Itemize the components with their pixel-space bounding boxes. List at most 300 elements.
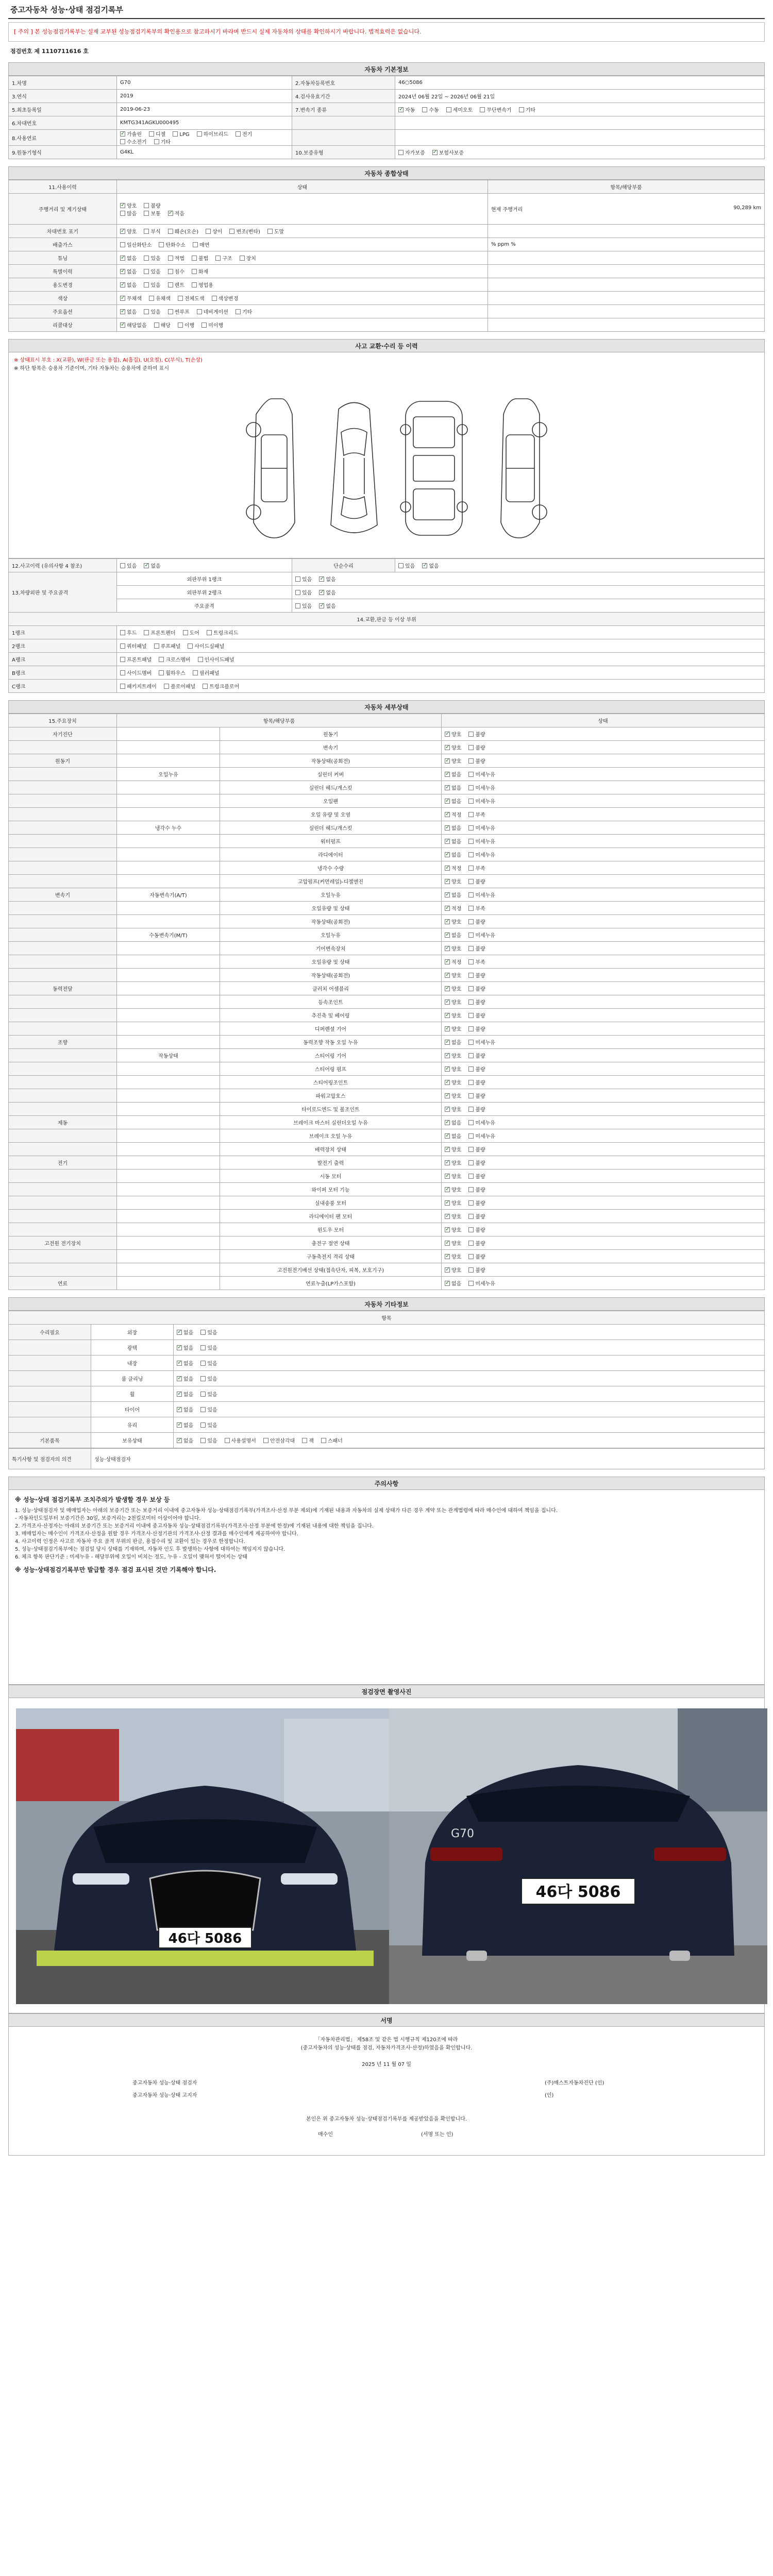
checkbox-icon[interactable] (168, 282, 173, 287)
checkbox-icon[interactable] (468, 986, 474, 991)
checkbox-icon[interactable] (445, 1267, 450, 1273)
general-option[interactable] (192, 256, 208, 262)
checkbox-icon[interactable] (445, 1066, 450, 1072)
panel-option[interactable] (319, 577, 335, 583)
fuel-option[interactable] (149, 132, 165, 138)
state-option-alt[interactable] (468, 799, 495, 805)
general-option[interactable] (267, 229, 284, 235)
general-option[interactable] (168, 269, 184, 275)
repair-option[interactable] (422, 564, 439, 569)
checkbox-icon[interactable] (236, 131, 241, 137)
checkbox-icon[interactable] (445, 1080, 450, 1085)
checkbox-icon[interactable] (168, 229, 173, 234)
checkbox-icon[interactable] (295, 603, 300, 608)
checkbox-icon[interactable] (120, 139, 125, 144)
checkbox-icon[interactable] (120, 643, 125, 649)
state-option[interactable] (445, 1214, 461, 1220)
general-option[interactable] (144, 256, 160, 262)
checkbox-icon[interactable] (398, 107, 404, 112)
checkbox-icon[interactable] (225, 1438, 230, 1443)
state-option-alt[interactable] (468, 839, 495, 845)
checkbox-icon[interactable] (445, 785, 450, 790)
checkbox-icon[interactable] (144, 211, 149, 216)
state-option-alt[interactable] (468, 893, 495, 899)
checkbox-icon[interactable] (203, 684, 208, 689)
checkbox-icon[interactable] (445, 1053, 450, 1058)
state-option[interactable] (445, 745, 461, 751)
state-option[interactable] (445, 1241, 461, 1247)
general-option[interactable] (212, 296, 239, 302)
checkbox-icon[interactable] (468, 973, 474, 978)
state-option-alt[interactable] (468, 759, 485, 765)
state-option[interactable] (445, 1121, 461, 1126)
checkbox-icon[interactable] (192, 282, 197, 287)
general-option[interactable] (154, 323, 171, 329)
part-option[interactable] (120, 671, 152, 676)
checkbox-icon[interactable] (445, 732, 450, 737)
checkbox-icon[interactable] (120, 630, 125, 635)
checkbox-icon[interactable] (468, 906, 474, 911)
state-option[interactable] (445, 1281, 461, 1287)
checkbox-icon[interactable] (468, 892, 474, 897)
checkbox-icon[interactable] (193, 670, 198, 675)
checkbox-icon[interactable] (468, 1254, 474, 1259)
checkbox-icon[interactable] (183, 630, 188, 635)
checkbox-icon[interactable] (149, 131, 154, 137)
state-option-alt[interactable] (468, 1027, 485, 1032)
general-option[interactable] (206, 229, 222, 235)
checkbox-icon[interactable] (468, 879, 474, 884)
general-option[interactable] (192, 283, 213, 289)
checkbox-icon[interactable] (178, 296, 183, 301)
checkbox-icon[interactable] (159, 657, 164, 662)
panel-option[interactable] (295, 590, 312, 596)
state-option-alt[interactable] (468, 1161, 485, 1166)
general-option[interactable] (197, 310, 228, 315)
part-option[interactable] (120, 631, 137, 636)
other-option[interactable] (200, 1377, 217, 1382)
state-option-alt[interactable] (468, 973, 485, 979)
other-option[interactable] (200, 1330, 217, 1336)
general-option[interactable] (159, 243, 186, 248)
checkbox-icon[interactable] (445, 906, 450, 911)
state-option[interactable] (445, 1174, 461, 1180)
checkbox-icon[interactable] (200, 1407, 206, 1412)
checkbox-icon[interactable] (168, 269, 173, 274)
part-option[interactable] (120, 684, 157, 690)
state-option-alt[interactable] (468, 1255, 485, 1260)
checkbox-icon[interactable] (445, 973, 450, 978)
checkbox-icon[interactable] (445, 1040, 450, 1045)
checkbox-icon[interactable] (468, 933, 474, 938)
checkbox-icon[interactable] (215, 256, 221, 261)
checkbox-icon[interactable] (445, 1160, 450, 1165)
checkbox-icon[interactable] (159, 242, 164, 247)
fuel-option[interactable] (120, 132, 142, 138)
checkbox-icon[interactable] (177, 1330, 182, 1335)
state-option[interactable] (445, 786, 461, 791)
fuel-option[interactable] (173, 132, 189, 138)
checkbox-icon[interactable] (263, 1438, 268, 1443)
other-option[interactable] (200, 1408, 217, 1413)
panel-option[interactable] (319, 604, 335, 609)
state-option-alt[interactable] (468, 1188, 485, 1193)
checkbox-icon[interactable] (468, 959, 474, 964)
state-option-alt[interactable] (468, 1107, 485, 1113)
state-option-alt[interactable] (468, 946, 485, 952)
other-option[interactable] (200, 1423, 217, 1429)
checkbox-icon[interactable] (468, 1013, 474, 1018)
general-option[interactable] (149, 296, 171, 302)
state-option[interactable] (445, 1107, 461, 1113)
checkbox-icon[interactable] (200, 1392, 206, 1397)
state-option-alt[interactable] (468, 745, 485, 751)
state-option-alt[interactable] (468, 1080, 485, 1086)
general-option[interactable] (144, 269, 160, 275)
warranty-option[interactable] (432, 150, 464, 156)
checkbox-icon[interactable] (445, 946, 450, 951)
state-option-alt[interactable] (468, 866, 485, 872)
mileage-option[interactable] (120, 204, 137, 209)
state-option[interactable] (445, 906, 461, 912)
state-option-alt[interactable] (468, 1094, 485, 1099)
checkbox-icon[interactable] (480, 107, 485, 112)
part-option[interactable] (193, 671, 220, 676)
state-option[interactable] (445, 1080, 461, 1086)
general-option[interactable] (144, 229, 160, 235)
checkbox-icon[interactable] (445, 866, 450, 871)
state-option[interactable] (445, 973, 461, 979)
general-option[interactable] (178, 296, 205, 302)
checkbox-icon[interactable] (445, 933, 450, 938)
state-option[interactable] (445, 826, 461, 832)
checkbox-icon[interactable] (197, 131, 202, 137)
checkbox-icon[interactable] (432, 150, 438, 155)
other-option[interactable] (177, 1423, 193, 1429)
checkbox-icon[interactable] (144, 229, 149, 234)
checkbox-icon[interactable] (319, 603, 324, 608)
state-option[interactable] (445, 1134, 461, 1140)
checkbox-icon[interactable] (445, 799, 450, 804)
checkbox-icon[interactable] (164, 684, 169, 689)
checkbox-icon[interactable] (120, 269, 125, 274)
checkbox-icon[interactable] (445, 1241, 450, 1246)
mileage-level-option[interactable] (144, 211, 160, 217)
checkbox-icon[interactable] (144, 256, 149, 261)
state-option[interactable] (445, 732, 461, 738)
checkbox-icon[interactable] (468, 1147, 474, 1152)
checkbox-icon[interactable] (445, 1214, 450, 1219)
state-option-alt[interactable] (468, 1214, 485, 1220)
checkbox-icon[interactable] (468, 772, 474, 777)
checkbox-icon[interactable] (445, 1120, 450, 1125)
other-option[interactable] (200, 1392, 217, 1398)
state-option-alt[interactable] (468, 1067, 485, 1073)
warranty-option[interactable] (398, 150, 425, 156)
checkbox-icon[interactable] (177, 1407, 182, 1412)
fuel-option[interactable] (154, 140, 171, 145)
checkbox-icon[interactable] (468, 1107, 474, 1112)
fuel-option[interactable] (120, 140, 147, 145)
checkbox-icon[interactable] (302, 1438, 307, 1443)
general-option[interactable] (193, 243, 209, 248)
checkbox-icon[interactable] (468, 999, 474, 1005)
state-option[interactable] (445, 1027, 461, 1032)
state-option-alt[interactable] (468, 1134, 495, 1140)
checkbox-icon[interactable] (445, 1013, 450, 1018)
checkbox-icon[interactable] (445, 959, 450, 964)
general-option[interactable] (120, 310, 137, 315)
accident-option[interactable] (144, 564, 160, 569)
general-option[interactable] (120, 243, 152, 248)
panel-option[interactable] (295, 577, 312, 583)
checkbox-icon[interactable] (468, 732, 474, 737)
repair-option[interactable] (398, 564, 415, 569)
checkbox-icon[interactable] (120, 670, 125, 675)
part-option[interactable] (159, 657, 190, 663)
checkbox-icon[interactable] (445, 919, 450, 924)
other-option[interactable] (321, 1438, 343, 1444)
mileage-option[interactable] (144, 204, 160, 209)
checkbox-icon[interactable] (120, 323, 125, 328)
checkbox-icon[interactable] (177, 1422, 182, 1428)
state-option[interactable] (445, 1094, 461, 1099)
state-option-alt[interactable] (468, 933, 495, 939)
checkbox-icon[interactable] (177, 1438, 182, 1443)
transmission-option[interactable] (519, 108, 535, 113)
fuel-option[interactable] (197, 132, 228, 138)
checkbox-icon[interactable] (445, 852, 450, 857)
checkbox-icon[interactable] (445, 1147, 450, 1152)
general-option[interactable] (144, 310, 160, 315)
state-option-alt[interactable] (468, 1054, 485, 1059)
checkbox-icon[interactable] (468, 1267, 474, 1273)
checkbox-icon[interactable] (200, 1330, 206, 1335)
checkbox-icon[interactable] (295, 577, 300, 582)
checkbox-icon[interactable] (120, 309, 125, 314)
checkbox-icon[interactable] (468, 1227, 474, 1232)
checkbox-icon[interactable] (319, 577, 324, 582)
state-option[interactable] (445, 879, 461, 885)
state-option[interactable] (445, 1067, 461, 1073)
checkbox-icon[interactable] (177, 1361, 182, 1366)
checkbox-icon[interactable] (193, 242, 198, 247)
other-option[interactable] (177, 1408, 193, 1413)
part-option[interactable] (198, 657, 234, 663)
checkbox-icon[interactable] (398, 150, 404, 155)
general-option[interactable] (236, 310, 252, 315)
general-option[interactable] (120, 283, 137, 289)
checkbox-icon[interactable] (468, 866, 474, 871)
checkbox-icon[interactable] (445, 1254, 450, 1259)
checkbox-icon[interactable] (445, 1093, 450, 1098)
checkbox-icon[interactable] (468, 1133, 474, 1139)
part-option[interactable] (154, 644, 181, 650)
panel-option[interactable] (295, 604, 312, 609)
checkbox-icon[interactable] (178, 323, 183, 328)
state-option[interactable] (445, 1054, 461, 1059)
checkbox-icon[interactable] (159, 670, 164, 675)
part-option[interactable] (144, 631, 175, 636)
checkbox-icon[interactable] (445, 1133, 450, 1139)
checkbox-icon[interactable] (445, 879, 450, 884)
checkbox-icon[interactable] (200, 1361, 206, 1366)
checkbox-icon[interactable] (446, 107, 451, 112)
checkbox-icon[interactable] (177, 1376, 182, 1381)
other-option[interactable] (177, 1346, 193, 1351)
checkbox-icon[interactable] (468, 1160, 474, 1165)
checkbox-icon[interactable] (468, 1093, 474, 1098)
other-option[interactable] (200, 1361, 217, 1367)
checkbox-icon[interactable] (468, 1214, 474, 1219)
checkbox-icon[interactable] (177, 1392, 182, 1397)
checkbox-icon[interactable] (120, 657, 125, 662)
panel-option[interactable] (319, 590, 335, 596)
state-option[interactable] (445, 987, 461, 992)
part-option[interactable] (159, 671, 186, 676)
checkbox-icon[interactable] (120, 203, 125, 208)
checkbox-icon[interactable] (188, 643, 193, 649)
other-option[interactable] (200, 1346, 217, 1351)
state-option[interactable] (445, 839, 461, 845)
checkbox-icon[interactable] (445, 745, 450, 750)
checkbox-icon[interactable] (468, 1066, 474, 1072)
state-option-alt[interactable] (468, 1013, 485, 1019)
state-option[interactable] (445, 1147, 461, 1153)
checkbox-icon[interactable] (154, 323, 159, 328)
checkbox-icon[interactable] (198, 657, 203, 662)
checkbox-icon[interactable] (295, 590, 300, 595)
mileage-level-option[interactable] (120, 211, 137, 217)
transmission-option[interactable] (480, 108, 511, 113)
checkbox-icon[interactable] (445, 1026, 450, 1031)
other-option[interactable] (177, 1438, 193, 1444)
checkbox-icon[interactable] (168, 256, 173, 261)
other-option[interactable] (263, 1438, 295, 1444)
checkbox-icon[interactable] (445, 1227, 450, 1232)
checkbox-icon[interactable] (120, 563, 125, 568)
checkbox-icon[interactable] (468, 799, 474, 804)
checkbox-icon[interactable] (468, 1040, 474, 1045)
state-option[interactable] (445, 853, 461, 858)
checkbox-icon[interactable] (144, 630, 149, 635)
state-option-alt[interactable] (468, 786, 495, 791)
other-option[interactable] (177, 1330, 193, 1336)
checkbox-icon[interactable] (445, 1174, 450, 1179)
checkbox-icon[interactable] (468, 852, 474, 857)
state-option[interactable] (445, 812, 461, 818)
checkbox-icon[interactable] (144, 269, 149, 274)
checkbox-icon[interactable] (445, 986, 450, 991)
checkbox-icon[interactable] (120, 211, 125, 216)
checkbox-icon[interactable] (468, 1241, 474, 1246)
other-option[interactable] (177, 1377, 193, 1382)
part-option[interactable] (207, 631, 238, 636)
general-option[interactable] (201, 323, 223, 329)
state-option-alt[interactable] (468, 879, 485, 885)
checkbox-icon[interactable] (192, 269, 197, 274)
fuel-option[interactable] (236, 132, 252, 138)
checkbox-icon[interactable] (445, 839, 450, 844)
checkbox-icon[interactable] (445, 772, 450, 777)
checkbox-icon[interactable] (468, 1026, 474, 1031)
checkbox-icon[interactable] (192, 256, 197, 261)
state-option-alt[interactable] (468, 906, 485, 912)
checkbox-icon[interactable] (177, 1345, 182, 1350)
checkbox-icon[interactable] (200, 1422, 206, 1428)
state-option-alt[interactable] (468, 987, 485, 992)
general-option[interactable] (168, 283, 184, 289)
checkbox-icon[interactable] (445, 1200, 450, 1206)
checkbox-icon[interactable] (468, 919, 474, 924)
part-option[interactable] (183, 631, 199, 636)
other-option[interactable] (177, 1392, 193, 1398)
state-option[interactable] (445, 1040, 461, 1046)
state-option-alt[interactable] (468, 1147, 485, 1153)
general-option[interactable] (240, 256, 256, 262)
checkbox-icon[interactable] (206, 229, 211, 234)
state-option-alt[interactable] (468, 1228, 485, 1233)
state-option[interactable] (445, 1161, 461, 1166)
state-option[interactable] (445, 759, 461, 765)
checkbox-icon[interactable] (144, 282, 149, 287)
part-option[interactable] (120, 644, 147, 650)
checkbox-icon[interactable] (173, 131, 178, 137)
checkbox-icon[interactable] (321, 1438, 326, 1443)
transmission-option[interactable] (446, 108, 473, 113)
checkbox-icon[interactable] (422, 563, 427, 568)
state-option-alt[interactable] (468, 960, 485, 965)
accident-option[interactable] (120, 564, 137, 569)
checkbox-icon[interactable] (154, 643, 159, 649)
part-option[interactable] (120, 657, 152, 663)
state-option-alt[interactable] (468, 1000, 485, 1006)
state-option[interactable] (445, 946, 461, 952)
checkbox-icon[interactable] (445, 1107, 450, 1112)
state-option-alt[interactable] (468, 920, 485, 925)
checkbox-icon[interactable] (468, 812, 474, 817)
checkbox-icon[interactable] (200, 1438, 206, 1443)
checkbox-icon[interactable] (207, 630, 212, 635)
checkbox-icon[interactable] (144, 203, 149, 208)
checkbox-icon[interactable] (445, 892, 450, 897)
checkbox-icon[interactable] (200, 1345, 206, 1350)
general-option[interactable] (120, 296, 142, 302)
state-option[interactable] (445, 1188, 461, 1193)
state-option-alt[interactable] (468, 1174, 485, 1180)
transmission-option[interactable] (422, 108, 439, 113)
checkbox-icon[interactable] (468, 839, 474, 844)
checkbox-icon[interactable] (445, 1281, 450, 1286)
checkbox-icon[interactable] (468, 825, 474, 831)
general-option[interactable] (178, 323, 194, 329)
general-option[interactable] (144, 283, 160, 289)
checkbox-icon[interactable] (445, 758, 450, 764)
checkbox-icon[interactable] (240, 256, 245, 261)
state-option-alt[interactable] (468, 1281, 495, 1287)
state-option-alt[interactable] (468, 1201, 485, 1207)
part-option[interactable] (203, 684, 239, 690)
checkbox-icon[interactable] (120, 684, 125, 689)
checkbox-icon[interactable] (120, 256, 125, 261)
state-option-alt[interactable] (468, 1040, 495, 1046)
checkbox-icon[interactable] (168, 211, 173, 216)
state-option[interactable] (445, 799, 461, 805)
state-option-alt[interactable] (468, 732, 485, 738)
other-option[interactable] (225, 1438, 256, 1444)
transmission-option[interactable] (398, 108, 415, 113)
checkbox-icon[interactable] (144, 309, 149, 314)
